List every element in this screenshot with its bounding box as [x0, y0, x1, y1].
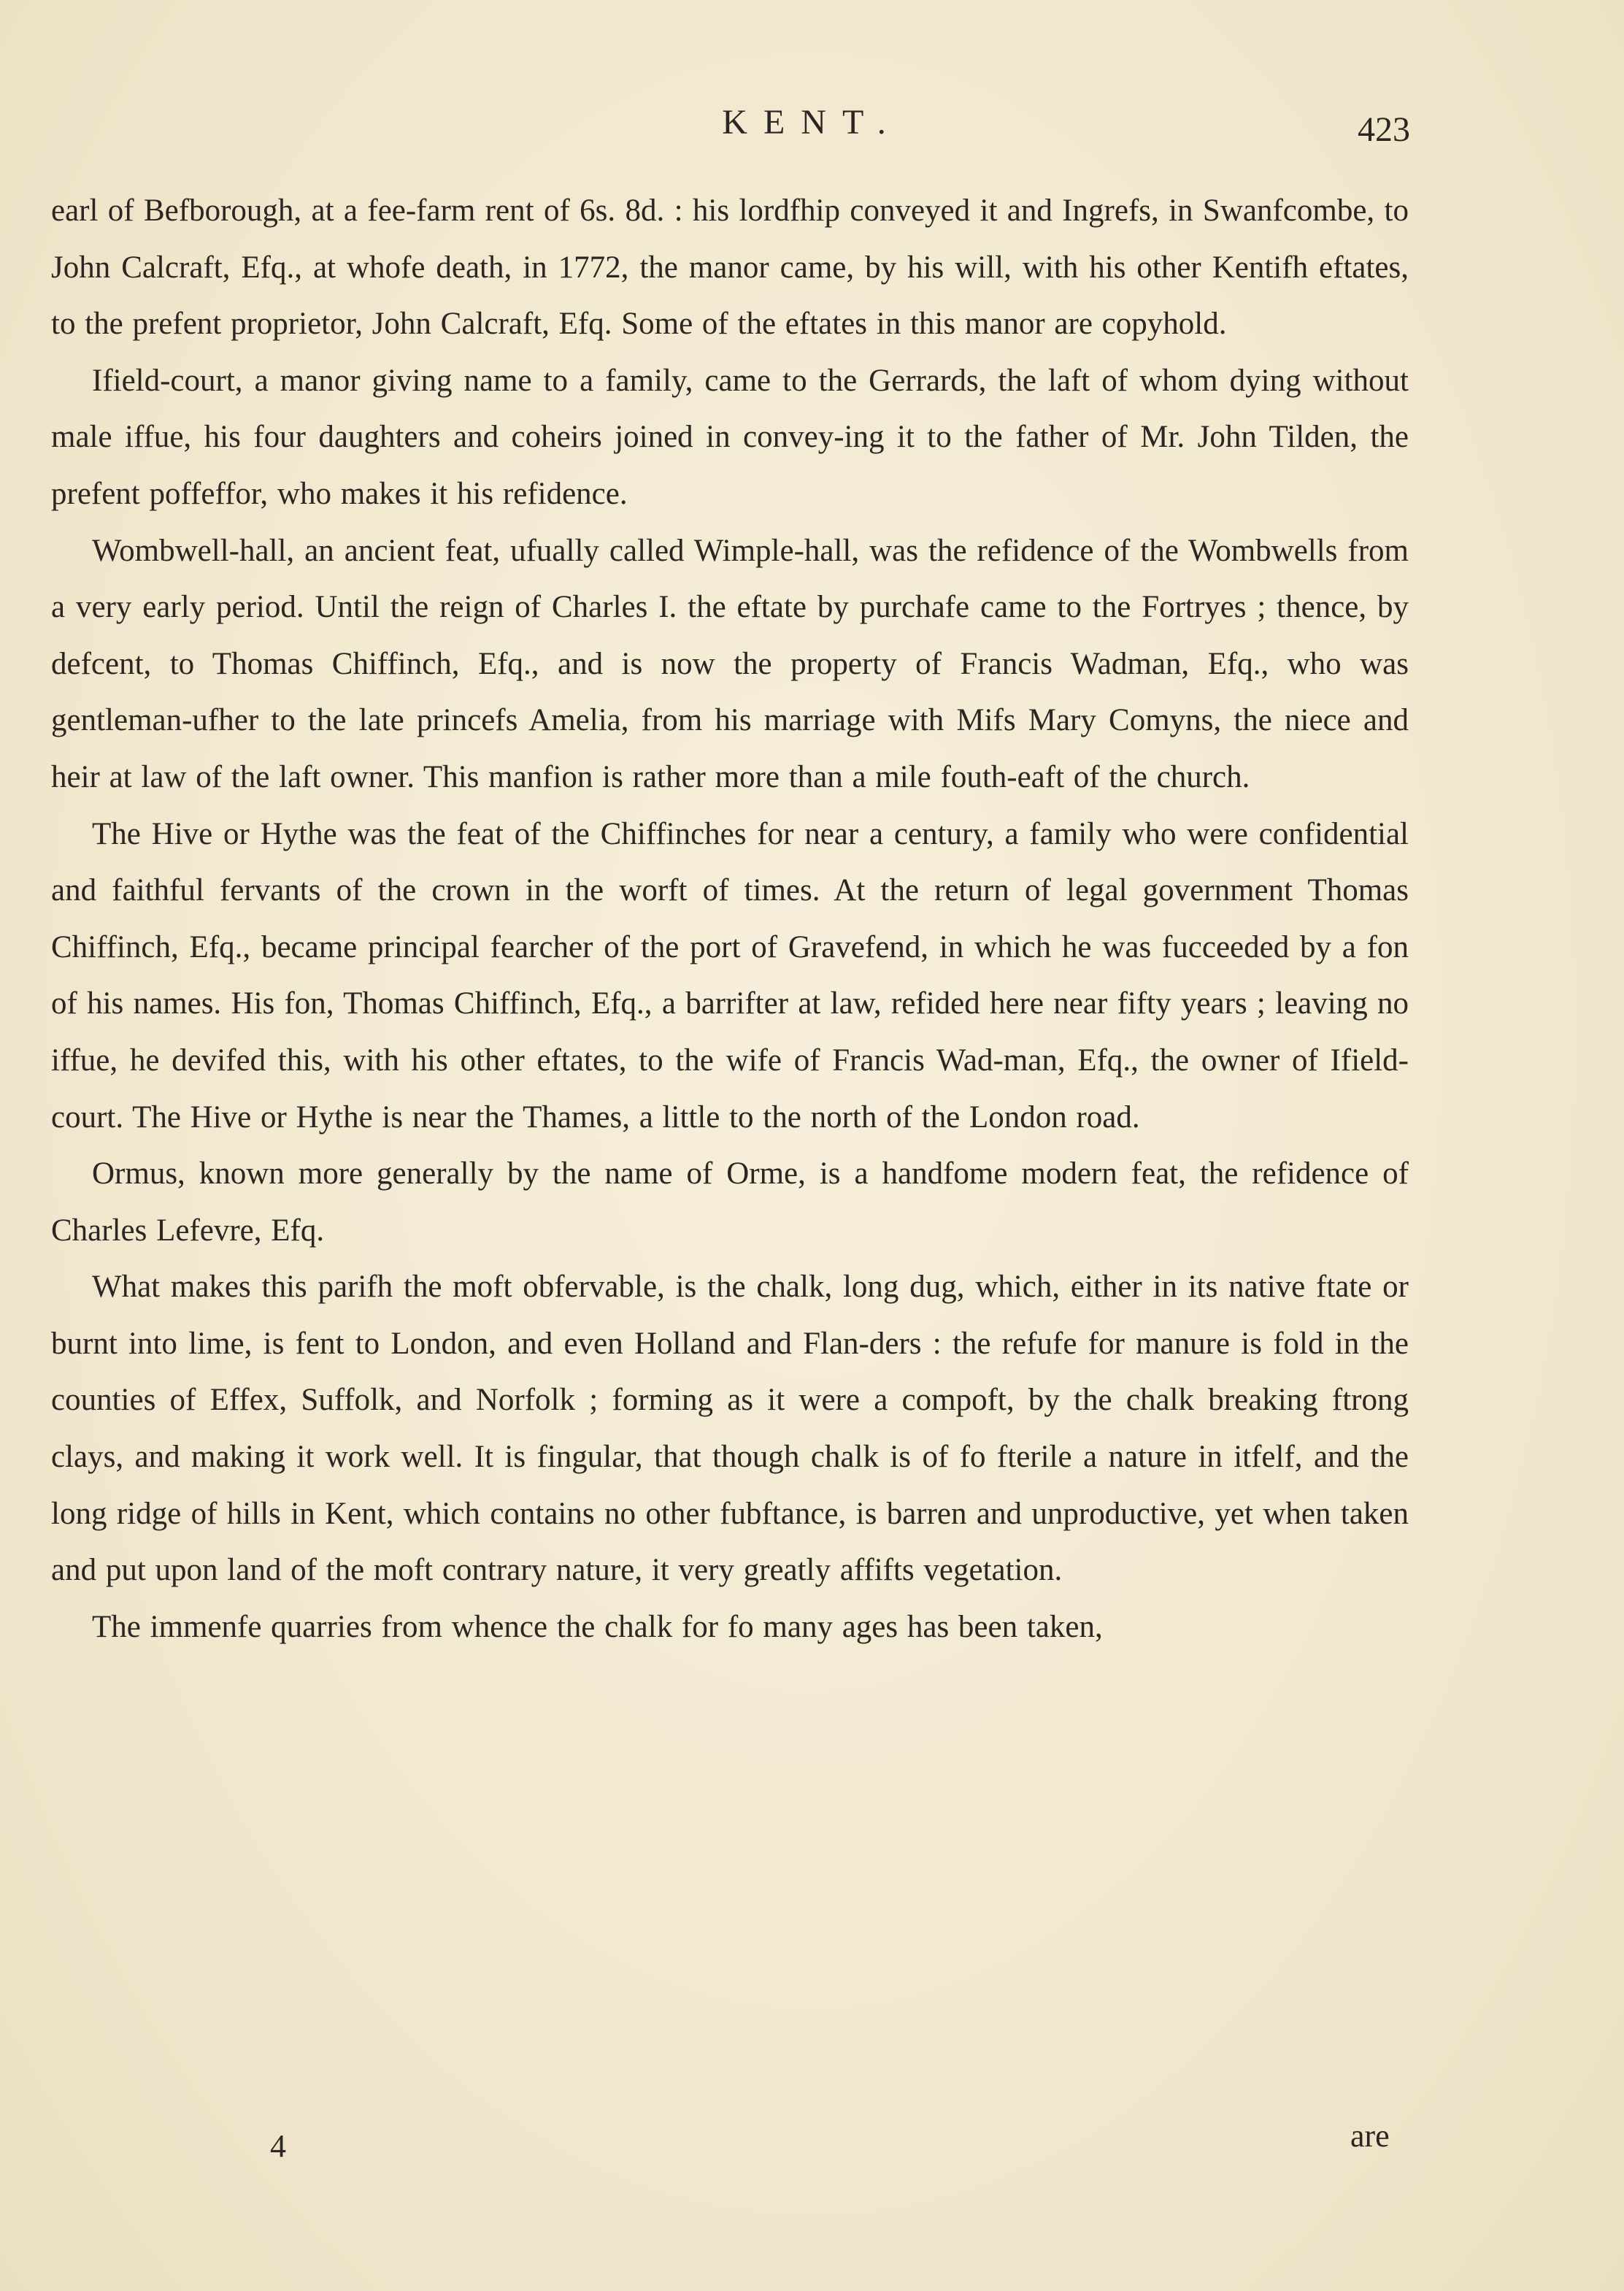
paragraph-besborough-continuation: earl of Befborough, at a fee-farm rent of 6s. 8d. : his lordfhip conveyed it and Ingrefs, in Swanfcombe, to John Calcraft, Efq., at whofe death, in 1772, the manor came, by his will, with his other Kentifh eftates, to the prefent proprietor, John Calcraft, Efq. Some of the eftates in this manor are copyhold. [51, 193, 1409, 342]
catchword: are [1350, 2118, 1390, 2154]
signature-mark: 4 [270, 2128, 286, 2164]
page-number: 423 [1358, 110, 1410, 149]
paragraph-hive-or-hythe: The Hive or Hythe was the feat of the Chiffinches for near a century, a family who were confidential and faithful fervants of the crown in the worft of times. At the return of legal government Thomas Chiffinch, Efq., became principal fearcher of the port of Gravefend, in which he was fucceeded by a fon of his names. His fon, Thomas Chiffinch, Efq., a barrifter at law, refided here near fifty years ; leaving no iffue, he devifed this, with his other eftates, to the wife of Francis Wad-man, Efq., the owner of Ifield-court. The Hive or Hythe is near the Thames, a little to the north of the London road. [51, 816, 1409, 1135]
body-text [51, 183, 1409, 1655]
paragraph-wombwell-hall: Wombwell-hall, an ancient feat, ufually called Wimple-hall, was the refidence of the Wombwells from a very early period. Until the reign of Charles I. the eftate by purchafe came to the Fortryes ; thence, by defcent, to Thomas Chiffinch, Efq., and is now the property of Francis Wadman, Efq., who was gentleman-ufher to the late princefs Amelia, from his marriage with Mifs Mary Comyns, the niece and heir at law of the laft owner. This manfion is rather more than a mile fouth-eaft of the church. [51, 533, 1409, 794]
catchline [0, 2117, 1624, 2164]
paragraph-ormus: Ormus, known more generally by the name of Orme, is a handfome modern feat, the refidence of Charles Lefevre, Efq. [51, 1156, 1409, 1248]
paragraph-ifield-court: Ifield-court, a manor giving name to a family, came to the Gerrards, the laft of whom dying without male iffue, his four daughters and coheirs joined in convey-ing it to the father of Mr. John Tilden, the prefent poffeffor, who makes it his refidence. [51, 363, 1409, 511]
running-head: KENT. [722, 103, 902, 142]
paragraph-quarries: The immenfe quarries from whence the chalk for fo many ages has been taken, [92, 1609, 1103, 1644]
paragraph-chalk: What makes this parifh the moft obfervable, is the chalk, long dug, which, either in its native ftate or burnt into lime, is fent to London, and even Holland and Flan-ders : the refufe for manure is fold in the counties of Effex, Suffolk, and Norfolk ; forming as it were a compoft, by the chalk breaking ftrong clays, and making it work well. It is fingular, that though chalk is of fo fterile a nature in itfelf, and the long ridge of hills in Kent, which contains no other fubftance, is barren and unproductive, yet when taken and put upon land of the moft contrary nature, it very greatly affifts vegetation. [51, 1270, 1409, 1588]
